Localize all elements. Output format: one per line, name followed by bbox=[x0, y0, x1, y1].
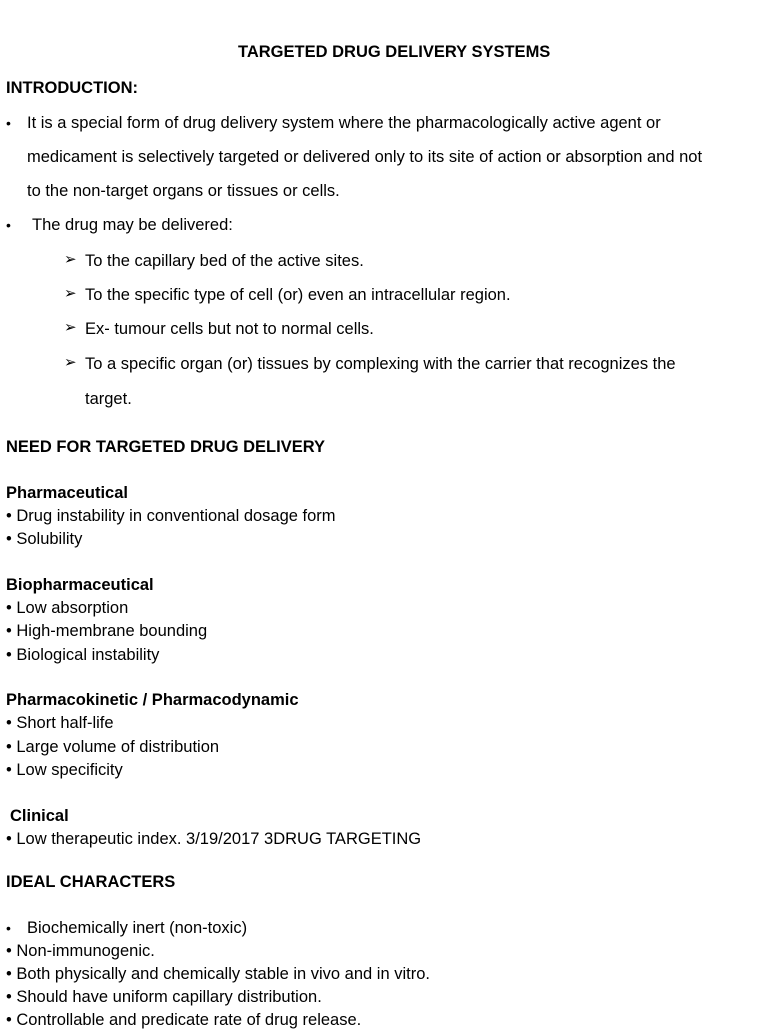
delivery-subitem: Ex- tumour cells but not to normal cells. bbox=[85, 320, 374, 338]
intro-text-line: It is a special form of drug delivery system where the pharmacologically active agent or bbox=[27, 114, 661, 132]
pharmaceutical-heading: Pharmaceutical bbox=[6, 484, 128, 502]
intro-delivery-text: The drug may be delivered: bbox=[32, 216, 233, 234]
list-item: • Low specificity bbox=[6, 761, 123, 779]
delivery-subitem: To the capillary bed of the active sites. bbox=[85, 252, 364, 270]
intro-text-line: to the non-target organs or tissues or cells. bbox=[27, 182, 340, 200]
list-item: • Should have uniform capillary distribution. bbox=[6, 988, 322, 1006]
clinical-heading: Clinical bbox=[10, 807, 69, 825]
arrow-bullet-icon: ➢ bbox=[64, 319, 77, 336]
list-item: • High-membrane bounding bbox=[6, 622, 208, 640]
delivery-subitem: target. bbox=[85, 390, 132, 408]
list-item: • Non-immunogenic. bbox=[6, 942, 155, 960]
list-item: • Biological instability bbox=[6, 646, 160, 664]
arrow-bullet-icon: ➢ bbox=[64, 251, 77, 268]
list-item: • Large volume of distribution bbox=[6, 738, 220, 756]
list-item: • Low absorption bbox=[6, 599, 129, 617]
list-item: • Both physically and chemically stable in vivo and in vitro. bbox=[6, 965, 430, 983]
delivery-subitem: To a specific organ (or) tissues by complexing with the carrier that recognizes the bbox=[85, 355, 676, 373]
bullet-marker: • bbox=[6, 217, 11, 233]
list-item: • Drug instability in conventional dosage form bbox=[6, 507, 336, 525]
bullet-marker: • bbox=[6, 115, 11, 131]
list-item: • Controllable and predicate rate of drug release. bbox=[6, 1011, 362, 1029]
list-item: • Short half-life bbox=[6, 714, 114, 732]
arrow-bullet-icon: ➢ bbox=[64, 285, 77, 302]
need-heading: NEED FOR TARGETED DRUG DELIVERY bbox=[6, 438, 326, 456]
bullet-marker: • bbox=[6, 920, 11, 936]
pkpd-heading: Pharmacokinetic / Pharmacodynamic bbox=[6, 691, 299, 709]
biopharmaceutical-heading: Biopharmaceutical bbox=[6, 576, 154, 594]
intro-text-line: medicament is selectively targeted or delivered only to its site of action or absorption and not bbox=[27, 148, 703, 166]
introduction-heading: INTRODUCTION: bbox=[6, 79, 138, 97]
list-item: Biochemically inert (non-toxic) bbox=[27, 919, 248, 937]
delivery-subitem: To the specific type of cell (or) even an intracellular region. bbox=[85, 286, 511, 304]
document-title: TARGETED DRUG DELIVERY SYSTEMS bbox=[238, 43, 551, 61]
arrow-bullet-icon: ➢ bbox=[64, 354, 77, 371]
list-item: • Low therapeutic index. 3/19/2017 3DRUG TARGETING bbox=[6, 830, 422, 848]
ideal-characters-heading: IDEAL CHARACTERS bbox=[6, 873, 176, 891]
list-item: • Solubility bbox=[6, 530, 83, 548]
